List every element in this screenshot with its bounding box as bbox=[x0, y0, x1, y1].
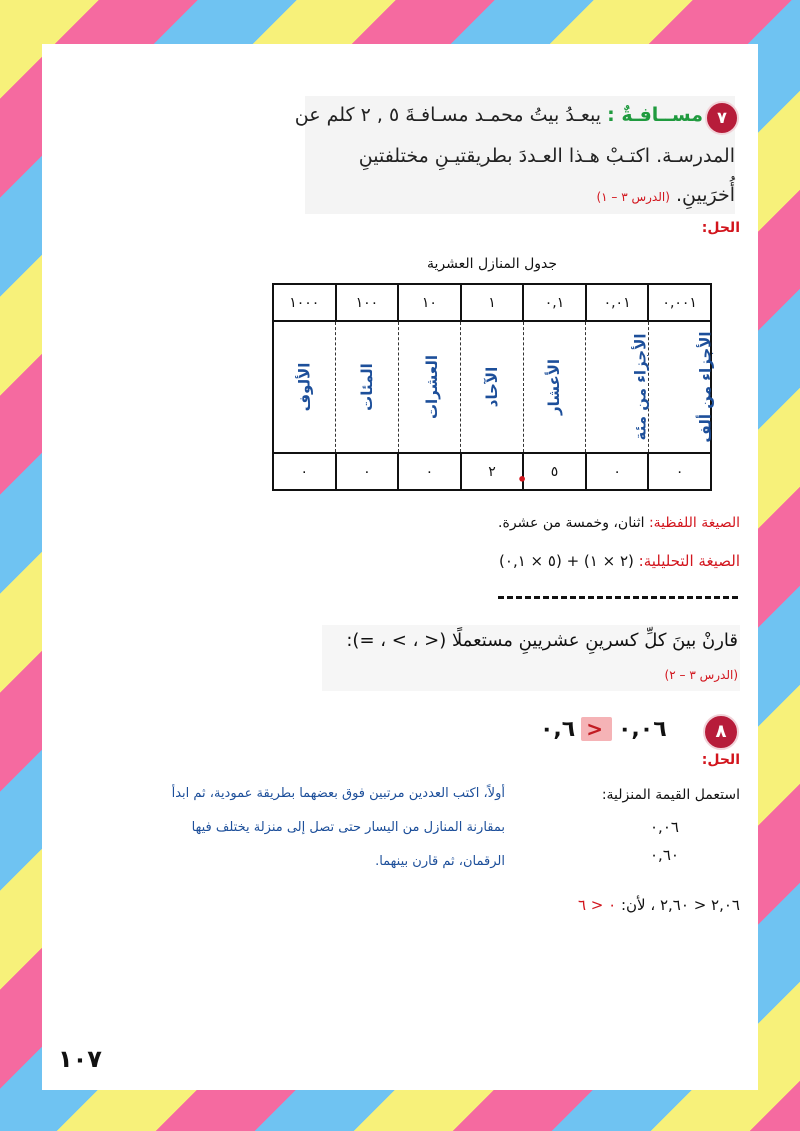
place-name: الآحاد bbox=[482, 366, 501, 408]
page-number: ١٠٧ bbox=[58, 1045, 102, 1073]
table-cell: ٠ bbox=[336, 453, 399, 490]
stacked-number-1: ٠,٠٦ bbox=[650, 818, 679, 836]
table-cell bbox=[398, 321, 461, 453]
verbal-form bbox=[300, 515, 740, 531]
compare-lesson: (الدرس ٣ – ٢) bbox=[664, 668, 738, 682]
table-cell bbox=[523, 321, 586, 453]
question-8-comparison bbox=[540, 717, 667, 742]
table-cell: ٠ bbox=[273, 453, 336, 490]
place-name: الأجزاء من مئة bbox=[631, 333, 650, 441]
table-cell bbox=[648, 321, 715, 453]
question-7-number: ٧ bbox=[705, 101, 739, 135]
table-cell: ٠ bbox=[648, 453, 711, 490]
table-cell: ٠,١ bbox=[523, 284, 586, 321]
question-8-operator: < bbox=[581, 717, 612, 741]
expanded-form-label: الصيغة التحليلية: bbox=[638, 552, 740, 570]
verbal-form-text: اثنان، وخمسة من عشرة. bbox=[498, 515, 645, 531]
question-7-line1 bbox=[294, 96, 703, 134]
place-value-table bbox=[272, 283, 715, 488]
question-7-title: مســافـةٌ : bbox=[607, 104, 703, 126]
table-caption: جدول المنازل العشرية bbox=[426, 256, 558, 272]
table-row-values bbox=[273, 284, 711, 321]
question-8-right: ٠,٦ bbox=[540, 717, 576, 742]
table-row-digits bbox=[273, 453, 711, 490]
place-value-grid bbox=[272, 283, 715, 491]
place-name: الأعشار bbox=[545, 358, 564, 416]
question-8-left: ٠,٠٦ bbox=[617, 717, 667, 742]
table-cell bbox=[273, 321, 336, 453]
place-name: الأجزاء من ألف bbox=[696, 331, 715, 443]
table-cell: ٠ bbox=[586, 453, 649, 490]
question-7-text3: أُخرَيينِ. bbox=[675, 184, 735, 206]
stacked-number-2: ٠,٦٠ bbox=[650, 846, 679, 864]
verbal-form-label: الصيغة اللفظية: bbox=[648, 515, 740, 531]
hint-text bbox=[80, 777, 505, 879]
hint-line1: أولاً، اكتب العددين مرتبين فوق بعضهما بطريقة عمودية، ثم ابدأ bbox=[171, 786, 505, 801]
table-cell: ١٠٠ bbox=[336, 284, 399, 321]
table-cell bbox=[586, 321, 649, 453]
table-row-names bbox=[273, 321, 711, 453]
expanded-form-text: (٢ × ١) + (٥ × ٠,١) bbox=[499, 552, 634, 570]
place-name: الألوف bbox=[295, 362, 314, 412]
conclusion bbox=[420, 896, 740, 914]
conclusion-reason: ٠ < ٦ bbox=[577, 896, 617, 914]
place-value-label: استعمل القيمة المنزلية: bbox=[601, 787, 740, 803]
table-cell: ٥ bbox=[523, 453, 586, 490]
question-7-line3 bbox=[305, 176, 735, 216]
decimal-point-marker: • bbox=[517, 470, 528, 489]
table-cell: ٠,٠٠١ bbox=[648, 284, 711, 321]
place-name: المئات bbox=[357, 363, 376, 411]
question-7-text1: يبعـدُ بيتُ محمـد مسـافـةَ ٥ , ٢ كلم عن bbox=[294, 104, 602, 126]
section-divider bbox=[498, 596, 738, 599]
table-cell bbox=[336, 321, 399, 453]
solution2-label: الحل: bbox=[701, 752, 740, 768]
table-cell: ٠ bbox=[398, 453, 461, 490]
question-8-number: ٨ bbox=[703, 714, 739, 750]
compare-instruction: قارنْ بينَ كلِّ كسرينِ عشريينِ مستعملًا (< ، > ، =): bbox=[346, 630, 738, 651]
table-cell: ١٠٠٠ bbox=[273, 284, 336, 321]
conclusion-main: ٢,٠٦ < ٢,٦٠ ، لأن: bbox=[620, 896, 740, 914]
question-7-lesson: (الدرس ٣ – ١) bbox=[596, 190, 670, 204]
expanded-form bbox=[300, 552, 740, 570]
question-7-line2: المدرسـة. اكتـبْ هـذا العـددَ بطريقتيـنِ مختلفتينِ bbox=[358, 145, 735, 167]
hint-line3: الرقمان، ثم قارن بينهما. bbox=[375, 854, 505, 869]
hint-line2: بمقارنة المنازل من اليسار حتى تصل إلى منزلة يختلف فيها bbox=[191, 820, 505, 835]
table-cell: ٢ bbox=[461, 453, 524, 490]
table-cell: ٠,٠١ bbox=[586, 284, 649, 321]
solution-label: الحل: bbox=[701, 220, 740, 236]
table-cell: ١٠ bbox=[398, 284, 461, 321]
table-cell bbox=[461, 321, 524, 453]
place-name: العشرات bbox=[422, 354, 441, 420]
table-cell: ١ bbox=[461, 284, 524, 321]
